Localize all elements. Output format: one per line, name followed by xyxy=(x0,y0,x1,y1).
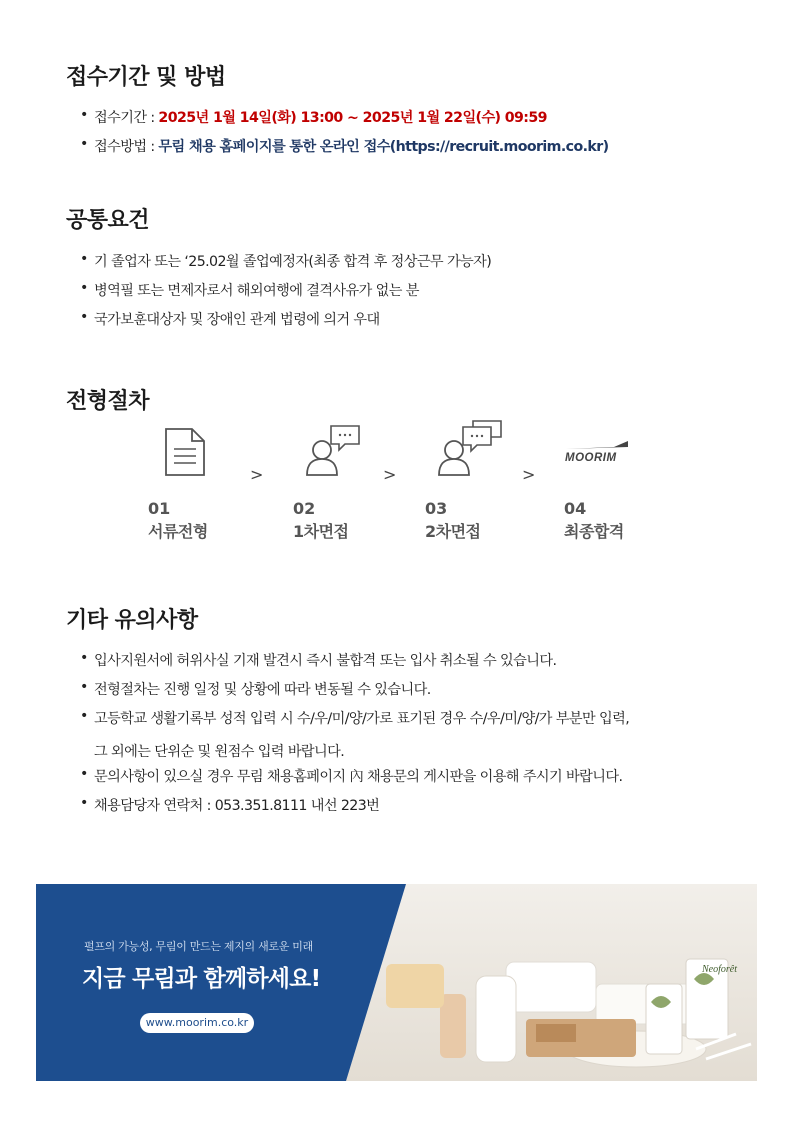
list-item: • 문의사항이 있으실 경우 무림 채용홈페이지 內 채용문의 게시판을 이용해 주시기 바랍니다. xyxy=(80,766,629,795)
list-item xyxy=(80,708,629,766)
step-label: 2차면접 xyxy=(425,522,481,541)
step-number: 02 xyxy=(293,499,316,518)
requirements-list xyxy=(80,251,491,338)
process-steps xyxy=(0,415,793,555)
cup-text: Neoforêt xyxy=(702,964,737,975)
banner-url-link[interactable]: www.moorim.co.kr xyxy=(140,1013,254,1033)
step-number: 03 xyxy=(425,499,448,518)
step-label: 서류전형 xyxy=(148,522,208,541)
note-text: 고등학교 생활기록부 성적 입력 시 수/우/미/양/가로 표기된 경우 수/우/미/양/가 부분만 입력, xyxy=(94,711,630,727)
banner-headline: 지금 무림과 함께하세요! xyxy=(82,966,321,992)
period-list xyxy=(80,107,609,165)
moorim-logo-text: MOORIM xyxy=(565,452,617,464)
list-item: • 기 졸업자 또는 ‘25.02월 졸업예정자(최종 합격 후 정상근무 가능자) xyxy=(80,251,491,280)
step-number: 01 xyxy=(148,499,171,518)
section-title-process: 전형절차 xyxy=(66,389,150,414)
list-item: • 병역필 또는 면제자로서 해외여행에 결격사유가 없는 분 xyxy=(80,280,491,309)
person-speech-icon xyxy=(305,423,361,481)
period-label: 접수기간 : xyxy=(94,110,159,126)
list-item: • 입사지원서에 허위사실 기재 발견시 즉시 불합격 또는 입사 취소될 수 있습니다. xyxy=(80,650,629,679)
section-title-notes: 기타 유의사항 xyxy=(66,608,198,633)
list-item: • 채용담당자 연락처 : 053.351.8111 내선 223번 xyxy=(80,795,629,824)
banner-subtitle: 펄프의 가능성, 무림이 만드는 제지의 새로운 미래 xyxy=(84,940,313,953)
list-item xyxy=(80,107,609,136)
note-continuation: 그 외에는 단위순 및 원점수 입력 바랍니다. xyxy=(94,744,345,760)
moorim-logo xyxy=(564,439,630,469)
document-icon xyxy=(164,427,206,481)
method-value: 무림 채용 홈페이지를 통한 온라인 접수(https://recruit.moorim.co.kr) xyxy=(158,139,609,155)
list-item: • 전형절차는 진행 일정 및 상황에 따라 변동될 수 있습니다. xyxy=(80,679,629,708)
chevron-right-icon: > xyxy=(250,465,264,484)
period-value: 2025년 1월 14일(화) 13:00 ~ 2025년 1월 22일(수) 09:59 xyxy=(158,110,547,126)
recruit-banner xyxy=(36,884,757,1081)
section-title-period: 접수기간 및 방법 xyxy=(66,65,226,90)
step-number: 04 xyxy=(564,499,587,518)
list-item: • 국가보훈대상자 및 장애인 관계 법령에 의거 우대 xyxy=(80,309,491,338)
method-label: 접수방법 : xyxy=(94,139,159,155)
chevron-right-icon: > xyxy=(383,465,397,484)
section-title-requirements: 공통요건 xyxy=(66,208,150,233)
person-multi-speech-icon xyxy=(437,419,503,481)
step-label: 1차면접 xyxy=(293,522,349,541)
notes-list xyxy=(80,650,629,824)
chevron-right-icon: > xyxy=(522,465,536,484)
step-label: 최종합격 xyxy=(564,522,624,541)
list-item xyxy=(80,136,609,165)
